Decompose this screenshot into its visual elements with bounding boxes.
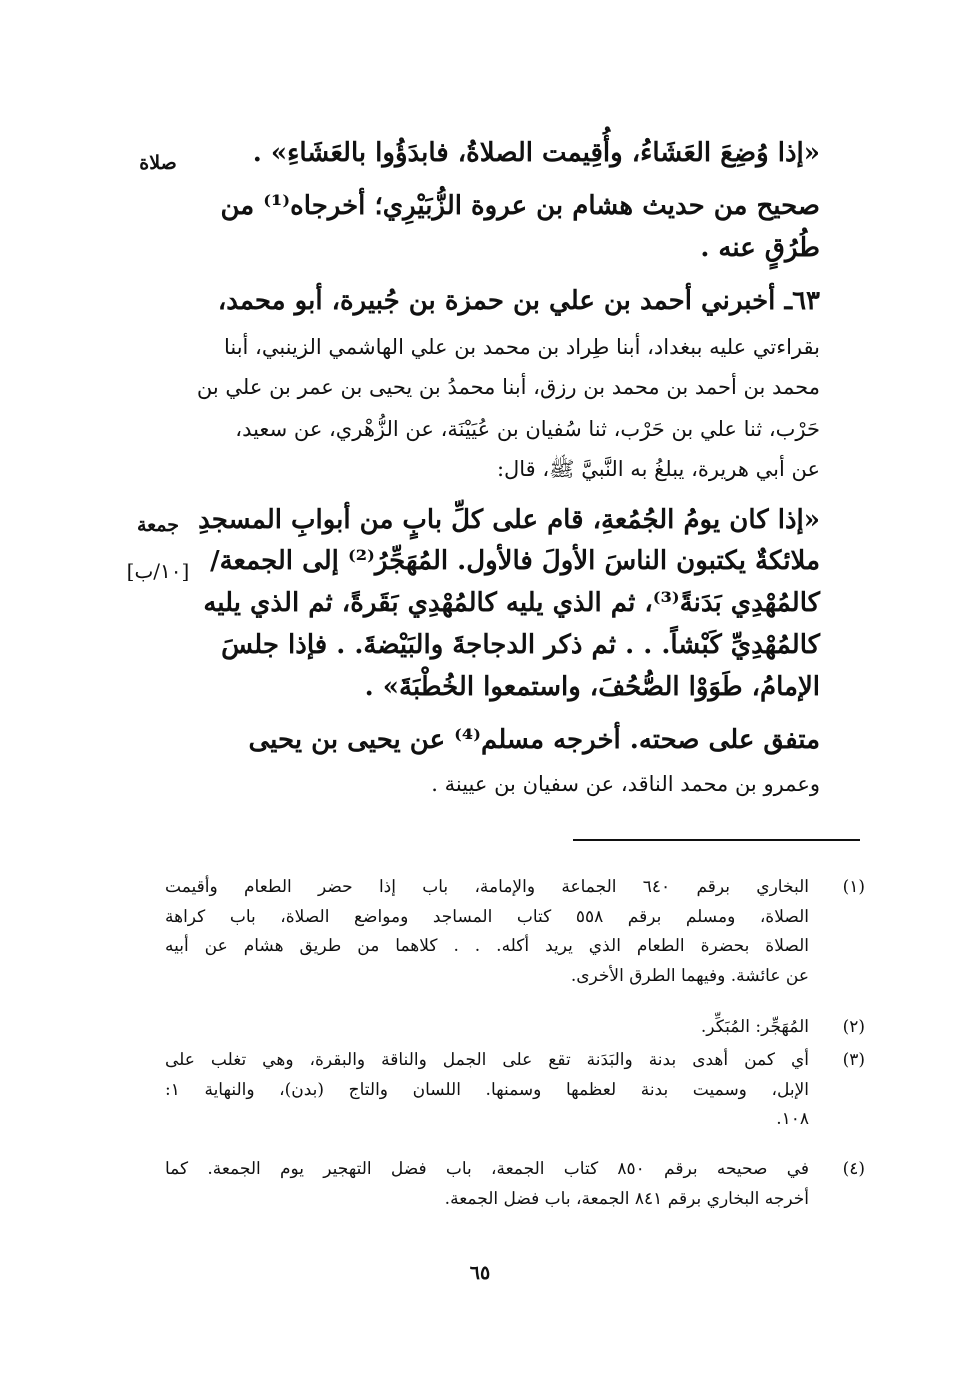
footnote-line: عن عائشة. وفيهما الطرق الأخرى. <box>570 965 809 986</box>
footnote-line: أخرجه البخاري برقم ٨٤١ الجمعة، باب فضل الجمعة. <box>444 1188 809 1209</box>
main-line-2: صحيح من حديث هشام بن عروة الزُّبَيْرِي؛ أخرجاه⁽¹⁾ من <box>220 191 820 221</box>
main-line-11: كالمُهْدِي بَدَنةً⁽³⁾، ثم الذي يليه كالمُهْدِي بَقَرةً، ثم الذي يليه <box>203 588 820 618</box>
margin-note-salat: صلاة <box>139 152 177 174</box>
main-line-13: الإمامُ، طَوَوْا الصُّحُفَ، واستمعوا الخُطْبَةَ» . <box>364 672 820 702</box>
footnote-line: الصلاة، ومسلم برقم ٥٥٨ كتاب المساجد ومواضع الصلاة، باب كراهة <box>165 906 810 927</box>
main-line-7: حَرْب، ثنا علي بن حَرْب، ثنا سُفيان بن عُيَيْنَة، عن الزُّهْري، عن سعيد، <box>235 417 820 441</box>
main-line-14: متفق على صحته. أخرجه مسلم⁽⁴⁾ عن يحيى بن يحيى <box>248 725 820 755</box>
footnote-line: في صحيحه برقم ٨٥٠ كتاب الجمعة، باب فضل التهجير يوم الجمعة. كما <box>165 1159 810 1179</box>
footnote-line: المُهَجِّر: المُبَكِّر. <box>700 1017 809 1037</box>
page-number: ٦٥ <box>469 1262 491 1284</box>
footnote-3 <box>165 1046 865 1135</box>
main-line-5: بقراءتي عليه ببغداد، أبنا طِراد بن محمد بن علي الهاشمي الزينبي، أبنا <box>223 335 820 359</box>
footnote-number: (٤) <box>842 1159 865 1179</box>
margin-note-folio: [١٠/ب] <box>126 559 190 583</box>
main-line-9: «إذا كان يومُ الجُمُعةِ، قام على كلِّ بابٍ من أبوابِ المسجدِ <box>198 505 820 535</box>
main-line-8: عن أبي هريرة، يبلغُ به النَّبيَّ ﷺ، قال: <box>496 457 820 481</box>
footnote-4 <box>165 1155 865 1214</box>
main-line-15: وعمرو بن محمد الناقد، عن سفيان بن عيينة . <box>431 772 820 796</box>
margin-note-jumua: جمعة <box>136 514 180 536</box>
footnote-number: (٣) <box>842 1050 865 1070</box>
footnote-1 <box>165 873 865 991</box>
main-line-3: طُرُقٍ عنه . <box>700 233 820 263</box>
main-line-10: ملائكةٌ يكتبون الناسَ الأولَ فالأول. المُهَجِّرُ⁽²⁾ إلى الجمعة/ <box>210 546 820 576</box>
footnote-separator <box>573 839 860 841</box>
footnote-line: ١٠٨. <box>776 1109 809 1129</box>
footnote-number: (٢) <box>842 1017 865 1037</box>
main-line-6: محمد بن أحمد بن محمد بن رزق، أبنا محمدُ بن يحيى بن عمر بن علي بن <box>196 375 820 399</box>
footnote-2 <box>165 1013 865 1043</box>
footnote-line: الصلاة بحضرة الطعام الذي يريد أكله. . . كلاهما من طريق هشام عن أبيه <box>165 936 809 956</box>
main-line-1: «إذا وُضِعَ العَشَاءُ، وأُقِيمت الصلاةُ، فابدَؤُوا بالعَشَاءِ» . <box>252 138 820 168</box>
footnote-line: أي كمن أهدى بدنة والبَدَنة تقع على الجمل والناقة والبقرة، وهي تغلب على <box>165 1050 809 1070</box>
footnote-line: البخاري برقم ٦٤٠ الجماعة والإمامة، باب إذا حضر الطعام وأقيمت <box>165 877 809 897</box>
footnote-number: (١) <box>842 877 865 897</box>
main-line-12: كالمُهْدِيِّ كَبْشاً. . . ثم ذكر الدجاجةَ والبَيْضةَ. . فإذا جلسَ <box>221 630 820 660</box>
footnote-line: الإبل، وسميت بدنة لعظمها وسمنها. اللسان والتاج (بدن)، والنهاية ١: <box>165 1079 809 1100</box>
main-line-4: ٦٣ـ أخبرني أحمد بن علي بن حمزة بن جُبيرة، أبو محمد، <box>217 286 820 316</box>
